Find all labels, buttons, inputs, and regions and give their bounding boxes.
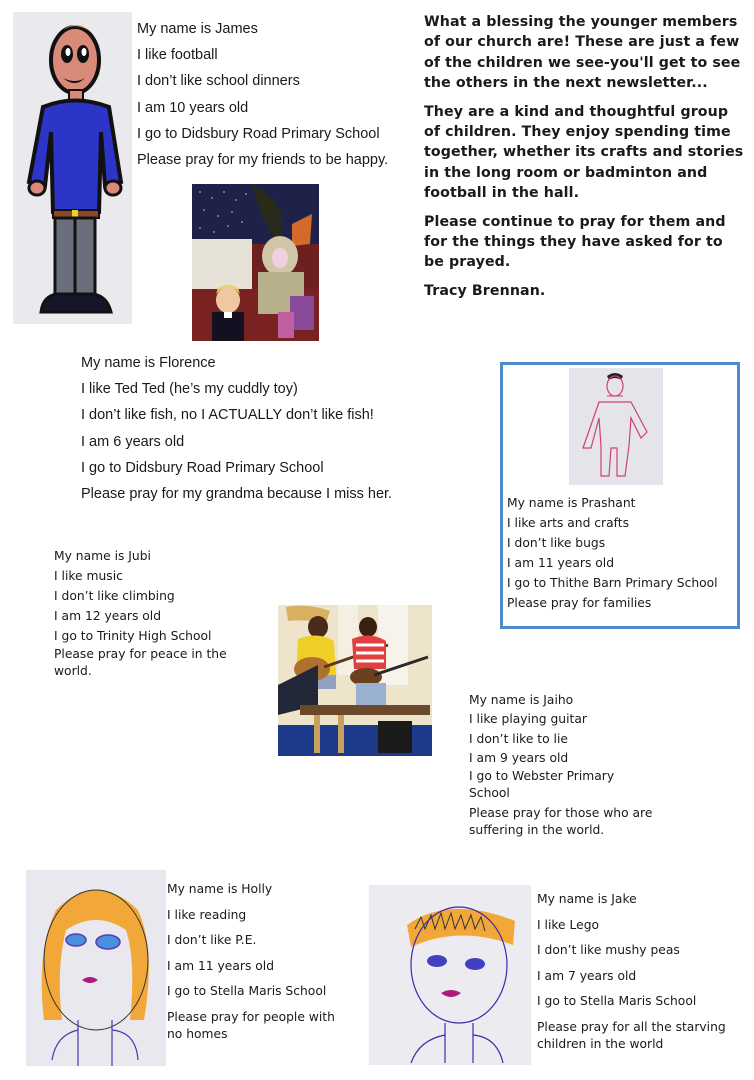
holly-name: My name is Holly <box>167 882 273 896</box>
jubi-dislikes: I don’t like climbing <box>54 589 175 603</box>
prashant-likes: I like arts and crafts <box>507 516 629 530</box>
intro-article <box>424 12 746 309</box>
jubi-prayer: Please pray for peace in the world. <box>54 647 227 678</box>
boy-figure-icon <box>13 12 132 324</box>
jubi-age: I am 12 years old <box>54 609 162 623</box>
holly-school: I go to Stella Maris School <box>167 984 327 998</box>
jake-school: I go to Stella Maris School <box>537 994 697 1008</box>
jubi-name: My name is Jubi <box>54 549 151 563</box>
james-dislikes: I don’t like school dinners <box>137 73 300 90</box>
jake-age: I am 7 years old <box>537 968 637 983</box>
intro-signature: Tracy Brennan. <box>424 282 546 299</box>
prashant-school: I go to Thithe Barn Primary School <box>507 576 718 590</box>
jake-name: My name is Jake <box>537 892 637 906</box>
james-prayer: Please pray for my friends to be happy. <box>137 152 389 169</box>
jubi-school: I go to Trinity High School <box>54 629 212 643</box>
jaiho-profile <box>469 691 669 839</box>
holly-dislikes: I don’t like P.E. <box>167 933 257 947</box>
florence-name: My name is Florence <box>81 355 216 371</box>
florence-dislikes: I don’t like fish, no I ACTUALLY don’t like fish! <box>81 407 374 424</box>
jake-drawing <box>369 885 531 1065</box>
jake-profile <box>537 887 747 1053</box>
holly-age: I am 11 years old <box>167 958 275 973</box>
florence-school: I go to Didsbury Road Primary School <box>81 459 324 476</box>
boy-face-icon <box>369 885 531 1065</box>
jubi-likes: I like music <box>54 569 123 583</box>
james-profile <box>137 16 388 173</box>
jubi-profile <box>54 546 244 680</box>
prashant-box <box>500 362 740 629</box>
prashant-age: I am 11 years old <box>507 556 615 570</box>
holly-likes: I like reading <box>167 907 247 922</box>
holly-drawing <box>26 870 166 1066</box>
intro-paragraph-3: Please continue to pray for them and for the things they have asked for to be prayed. <box>424 213 726 271</box>
florence-age: I am 6 years old <box>81 433 185 450</box>
florence-profile <box>81 350 392 507</box>
james-likes: I like football <box>137 47 218 64</box>
holly-prayer: Please pray for people with no homes <box>167 1009 335 1041</box>
intro-paragraph-1: What a blessing the younger members of our church are! These are just a few of the children we see-you'll get to see the others in the next newsletter... <box>424 14 741 92</box>
photo-scarecrow-icon <box>192 184 319 341</box>
florence-photo <box>192 184 319 341</box>
jake-dislikes: I don’t like mushy peas <box>537 943 680 957</box>
prashant-name: My name is Prashant <box>507 496 636 510</box>
guitar-photo <box>278 605 432 756</box>
jaiho-prayer: Please pray for those who are suffering in the world. <box>469 806 653 838</box>
girl-face-icon <box>26 870 166 1066</box>
jaiho-likes: I like playing guitar <box>469 712 587 727</box>
jaiho-dislikes: I don’t like to lie <box>469 731 568 746</box>
prashant-dislikes: I don’t like bugs <box>507 536 606 550</box>
jake-prayer: Please pray for all the starving children in the world <box>537 1019 726 1051</box>
jaiho-school: I go to Webster Primary School <box>469 769 615 801</box>
james-drawing <box>13 12 132 324</box>
holly-profile <box>167 877 352 1043</box>
prashant-profile <box>507 493 718 613</box>
florence-likes: I like Ted Ted (he’s my cuddly toy) <box>81 381 298 398</box>
james-school: I go to Didsbury Road Primary School <box>137 125 380 142</box>
jaiho-name: My name is Jaiho <box>469 693 574 707</box>
prashant-prayer: Please pray for families <box>507 596 652 610</box>
prashant-drawing <box>569 368 663 485</box>
pink-figure-icon <box>569 368 663 485</box>
jaiho-age: I am 9 years old <box>469 750 569 765</box>
james-age: I am 10 years old <box>137 99 249 116</box>
photo-guitar-players-icon <box>278 605 432 756</box>
florence-prayer: Please pray for my grandma because I miss her. <box>81 486 393 503</box>
james-name: My name is James <box>137 21 258 37</box>
intro-paragraph-2: They are a kind and thoughtful group of children. They enjoy spending time together, whether its crafts and stories in the long room or badminton and football in the hall. <box>424 103 744 202</box>
jake-likes: I like Lego <box>537 917 600 932</box>
